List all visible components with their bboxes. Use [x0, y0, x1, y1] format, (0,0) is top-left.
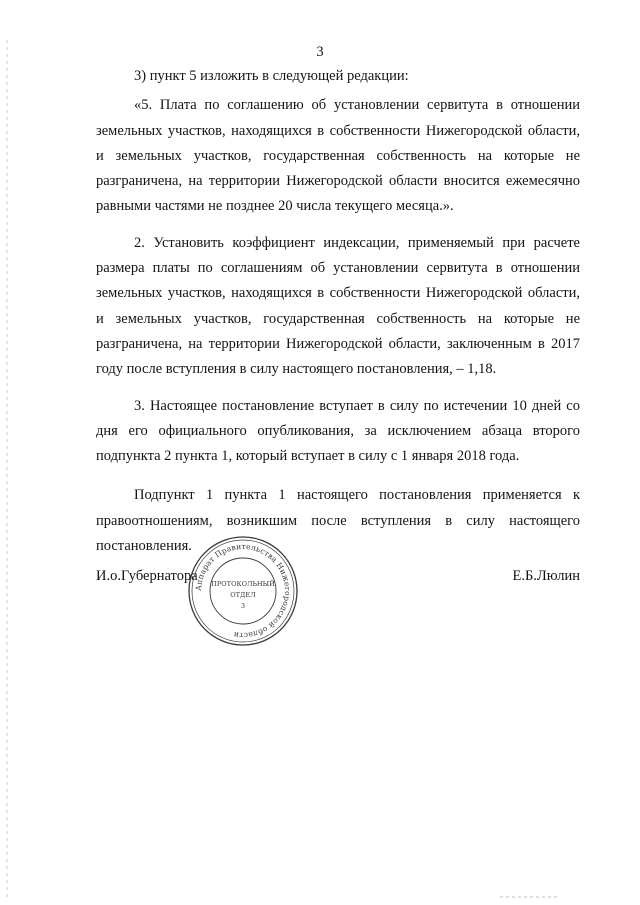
- signature-block: [96, 568, 580, 598]
- paragraph-indexation: 2. Установить коэффициент индексации, применяемый при расчете размера платы по соглашениям об установлении сервитута в отношении земельных участков, находящихся в собственности Нижегородской области, и земельных участков, государственная собственность на которые не разграничена, на территории Нижегородской области, заключенным в 2017 году после вступления в силу настоящего постановления, – 1,18.: [96, 234, 580, 378]
- paragraph-effective-date: 3. Настоящее постановление вступает в силу по истечении 10 дней со дня его официального опубликования, за исключением абзаца второго подпункта 2 пункта 1, который вступает в силу с 1 января 2018 года.: [96, 397, 580, 465]
- stamp-center-line1: ПРОТОКОЛЬНЫЙ: [211, 580, 275, 588]
- stamp-center-line3: 3: [240, 602, 246, 610]
- paragraph-amendment-intro: 3) пункт 5 изложить в следующей редакции:: [134, 68, 409, 84]
- scan-edge-artifact-bottom: [500, 896, 560, 898]
- official-stamp: [186, 534, 300, 648]
- page-number: 3: [316, 44, 324, 60]
- stamp-ring-text: Аппарат Правительства Нижегородской области: [193, 541, 293, 641]
- paragraph-application: Подпункт 1 пункта 1 настоящего постановления применяется к правоотношениям, возникшим после вступления в силу настоящего постановления.: [96, 487, 580, 555]
- stamp-center-line2: ОТДЕЛ: [230, 591, 256, 599]
- signatory-title: И.о.Губернатора: [96, 568, 198, 584]
- signatory-name: Е.Б.Люлин: [512, 568, 580, 584]
- paragraph-amendment-text: «5. Плата по соглашению об установлении сервитута в отношении земельных участков, находящихся в собственности Нижегородской области, и земельных участков, государственная собственность на которые не разграничена, на территории Нижегородской области вносится ежемесячно равными частями не позднее 20 числа текущего месяца.».: [96, 97, 580, 215]
- scan-edge-artifact: [6, 40, 8, 900]
- document-body: [96, 64, 580, 570]
